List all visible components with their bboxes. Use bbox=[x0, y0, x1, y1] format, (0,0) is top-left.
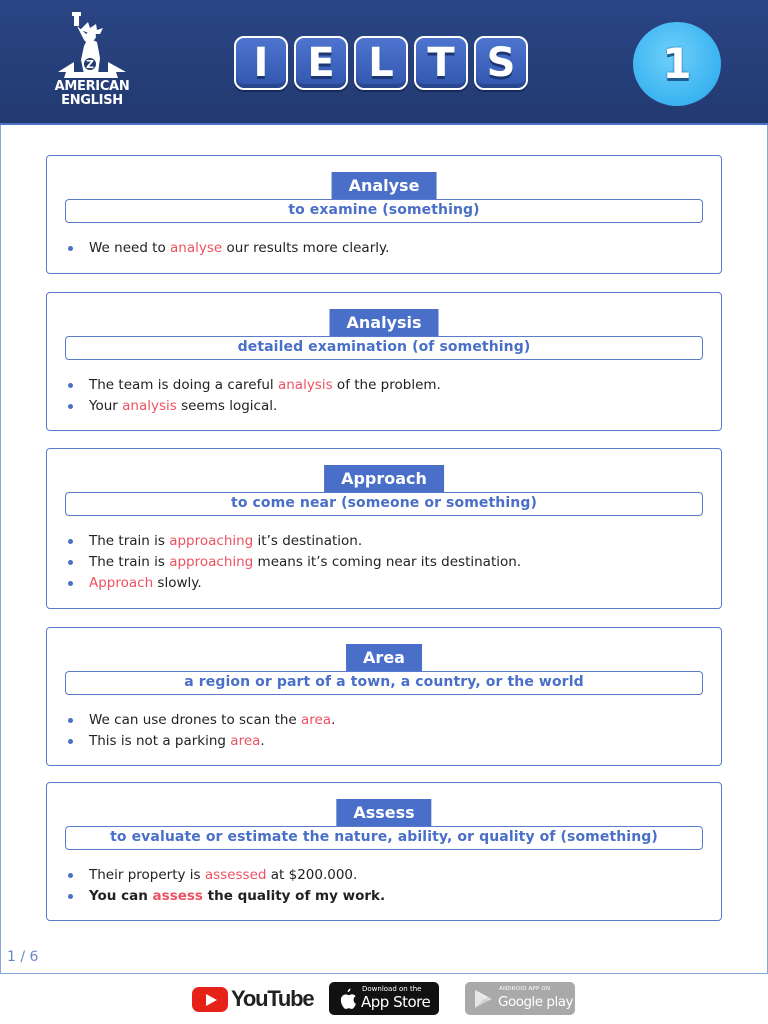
apple-icon bbox=[337, 988, 357, 1010]
example-list bbox=[67, 865, 385, 907]
example-sentence: You can assess the quality of my work. bbox=[67, 886, 385, 907]
google-play-button[interactable] bbox=[465, 982, 575, 1015]
example-list bbox=[67, 710, 335, 752]
ielts-title bbox=[234, 36, 528, 90]
youtube-play-icon bbox=[192, 987, 228, 1012]
example-sentence: Approach slowly. bbox=[67, 573, 521, 594]
example-sentence: Their property is assessed at $200.000. bbox=[67, 865, 385, 886]
example-sentence: The train is approaching means it’s coming near its destination. bbox=[67, 552, 521, 573]
example-sentence: This is not a parking area. bbox=[67, 731, 335, 752]
vocab-card-assess bbox=[46, 782, 722, 921]
highlighted-word: analysis bbox=[122, 398, 177, 414]
highlighted-word: Approach bbox=[89, 575, 154, 591]
vocab-definition: to evaluate or estimate the nature, ability, or quality of (something) bbox=[65, 826, 703, 850]
example-list bbox=[67, 375, 441, 417]
american-english-logo[interactable] bbox=[44, 12, 140, 112]
highlighted-word: analyse bbox=[170, 240, 223, 256]
highlighted-word: approaching bbox=[169, 533, 254, 549]
logo-mark: Z bbox=[86, 58, 94, 71]
example-sentence: The team is doing a careful analysis of the problem. bbox=[67, 375, 441, 396]
vocab-card-approach bbox=[46, 448, 722, 609]
title-letter: T bbox=[427, 40, 455, 86]
vocab-word: Assess bbox=[336, 799, 431, 826]
title-tile bbox=[354, 36, 408, 90]
title-letter: S bbox=[486, 40, 516, 86]
vocab-card-analysis bbox=[46, 292, 722, 431]
highlighted-word: area bbox=[301, 712, 332, 728]
highlighted-word: approaching bbox=[169, 554, 254, 570]
google-play-small-text: ANDROID APP ON bbox=[499, 986, 551, 992]
vocab-word: Analyse bbox=[332, 172, 437, 199]
example-sentence: Your analysis seems logical. bbox=[67, 396, 441, 417]
highlighted-word: area bbox=[230, 733, 261, 749]
title-tile bbox=[414, 36, 468, 90]
highlighted-word: assess bbox=[152, 888, 203, 904]
title-tile bbox=[474, 36, 528, 90]
vocab-definition: detailed examination (of something) bbox=[65, 336, 703, 360]
vocab-word: Area bbox=[346, 644, 422, 671]
vocab-word: Analysis bbox=[329, 309, 438, 336]
highlighted-word: assessed bbox=[204, 867, 267, 883]
title-tile bbox=[234, 36, 288, 90]
example-sentence: We can use drones to scan the area. bbox=[67, 710, 335, 731]
app-store-small-text: Download on the bbox=[362, 985, 422, 993]
example-sentence: The train is approaching it’s destination. bbox=[67, 531, 521, 552]
unit-number-badge bbox=[633, 22, 721, 106]
page-indicator: 1 / 6 bbox=[7, 949, 39, 965]
title-tile bbox=[294, 36, 348, 90]
highlighted-word: analysis bbox=[277, 377, 333, 393]
vocab-card-area bbox=[46, 627, 722, 766]
youtube-label: YouTube bbox=[231, 986, 314, 1011]
vocab-definition: to examine (something) bbox=[65, 199, 703, 223]
example-sentence: We need to analyse our results more clearly. bbox=[67, 238, 389, 259]
example-list bbox=[67, 238, 389, 259]
vocab-card-analyse bbox=[46, 155, 722, 274]
title-letter: I bbox=[253, 40, 269, 86]
vocab-word: Approach bbox=[324, 465, 444, 492]
header-banner bbox=[0, 0, 768, 125]
youtube-link[interactable] bbox=[192, 985, 314, 1013]
example-list bbox=[67, 531, 521, 594]
title-letter: L bbox=[368, 40, 394, 86]
google-play-icon bbox=[473, 989, 493, 1009]
unit-number: 1 bbox=[662, 39, 692, 88]
statue-of-liberty-icon bbox=[44, 12, 140, 80]
logo-line-2: ENGLISH bbox=[61, 93, 123, 108]
store-links bbox=[0, 975, 768, 1024]
app-store-button[interactable] bbox=[329, 982, 439, 1015]
google-play-label: Google play bbox=[498, 994, 573, 1010]
app-store-label: App Store bbox=[361, 993, 431, 1011]
vocab-definition: a region or part of a town, a country, or the world bbox=[65, 671, 703, 695]
vocab-definition: to come near (someone or something) bbox=[65, 492, 703, 516]
title-letter: E bbox=[307, 40, 335, 86]
logo-line-1: AMERICAN bbox=[54, 79, 130, 94]
